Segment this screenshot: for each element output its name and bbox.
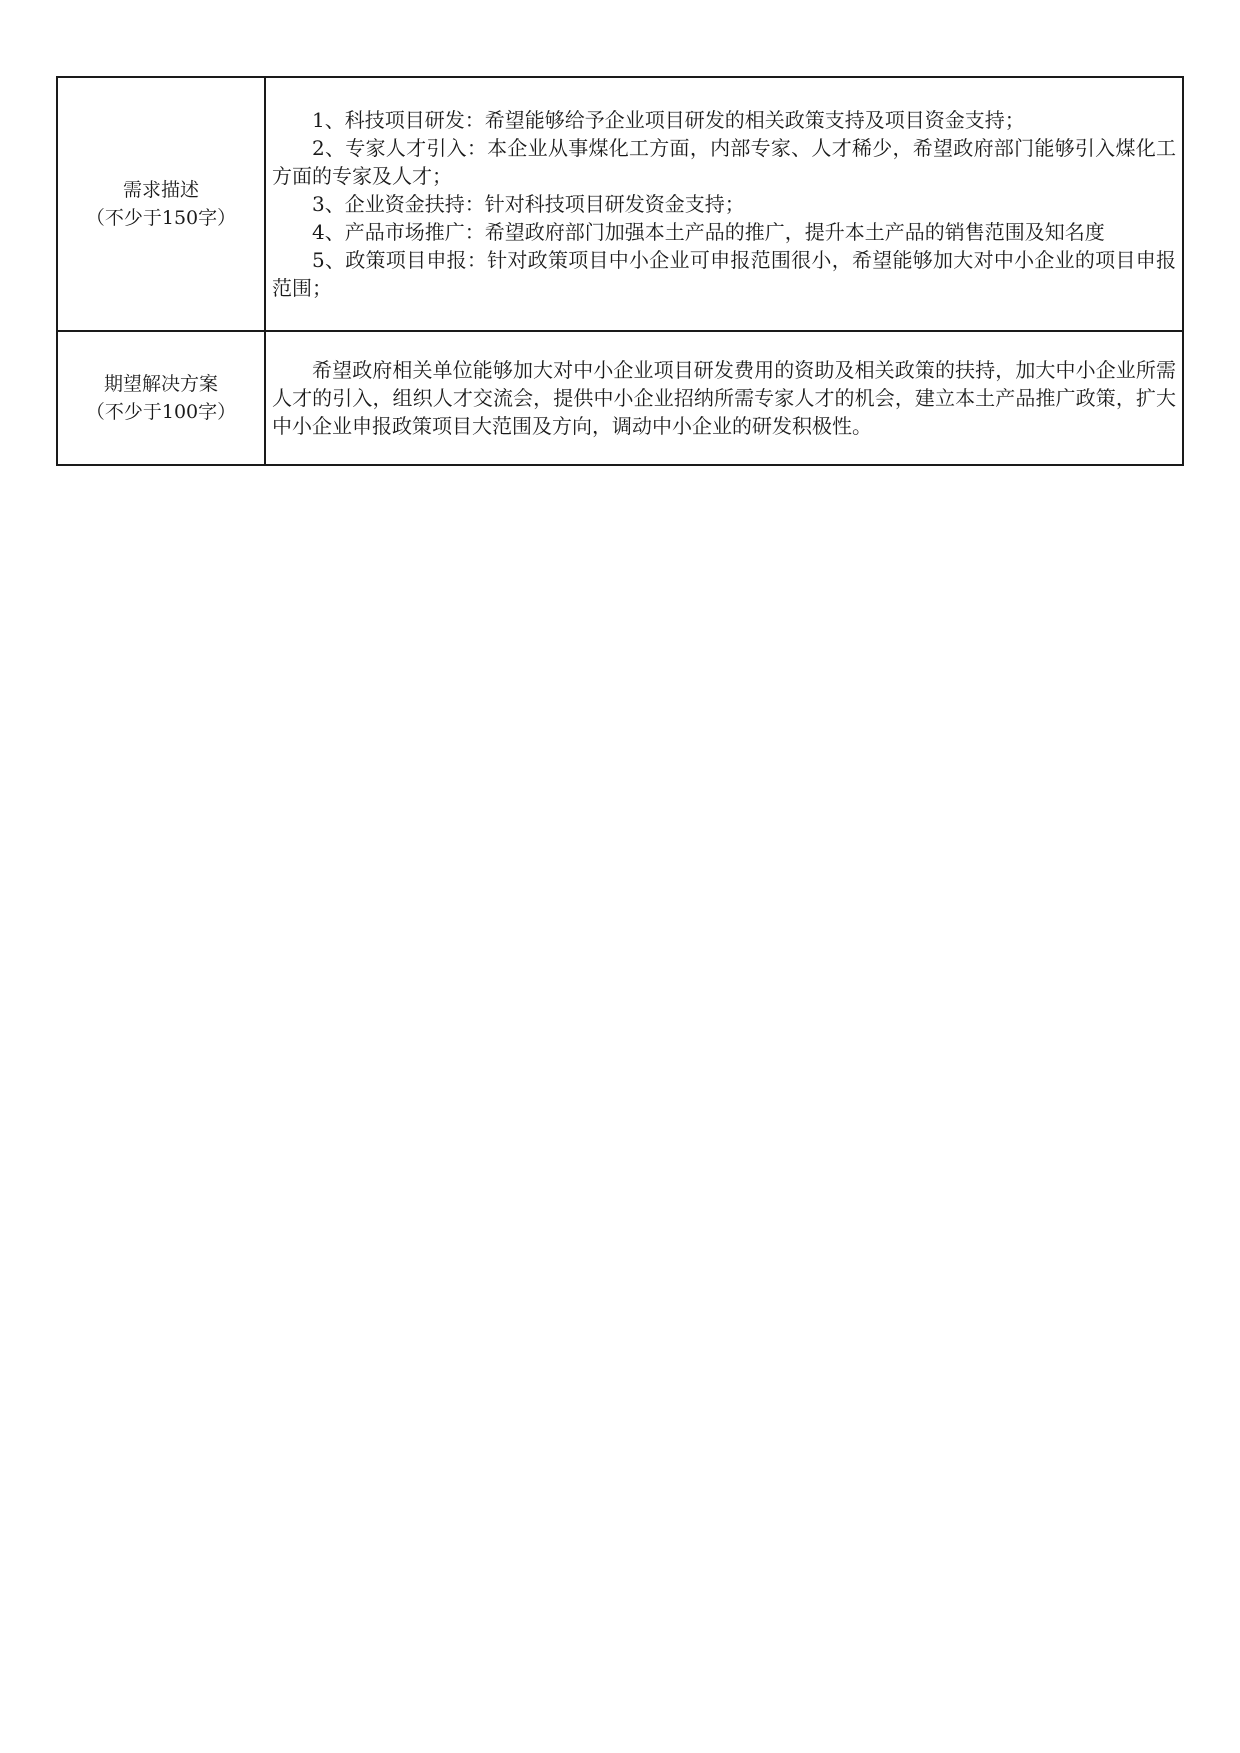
expected-solution-label: 期望解决方案: [103, 373, 218, 395]
needs-description-label: 需求描述: [122, 179, 199, 201]
expected-solution-label-cell: [57, 331, 265, 465]
expected-solution-content: [265, 331, 1183, 465]
needs-item-policy: 5、政策项目申报：针对政策项目中小企业可申报范围很小，希望能够加大对中小企业的项目申报范围；: [272, 248, 1176, 300]
needs-item-talent: 2、专家人才引入：本企业从事煤化工方面，内部专家、人才稀少，希望政府部门能够引入煤化工方面的专家及人才；: [272, 136, 1176, 188]
expected-solution-paragraph: 希望政府相关单位能够加大对中小企业项目研发费用的资助及相关政策的扶持，加大中小企业所需人才的引入，组织人才交流会，提供中小企业招纳所需专家人才的机会，建立本土产品推广政策，扩大中小企业申报政策项目大范围及方向，调动中小企业的研发积极性。: [272, 358, 1176, 438]
table-row-needs-description: [57, 77, 1183, 331]
table-row-expected-solution: [57, 331, 1183, 465]
needs-description-label-cell: [57, 77, 265, 331]
needs-item-tech-rd: 1、科技项目研发：希望能够给予企业项目研发的相关政策支持及项目资金支持；: [312, 108, 1025, 132]
needs-item-funding: 3、企业资金扶持：针对科技项目研发资金支持；: [312, 192, 745, 216]
needs-item-marketing: 4、产品市场推广：希望政府部门加强本土产品的推广，提升本土产品的销售范围及知名度: [312, 220, 1105, 244]
needs-description-length-hint: （不少于150字）: [85, 207, 237, 229]
needs-description-content: [265, 77, 1183, 331]
expected-solution-length-hint: （不少于100字）: [85, 401, 237, 423]
requirements-form-table: [56, 76, 1184, 466]
